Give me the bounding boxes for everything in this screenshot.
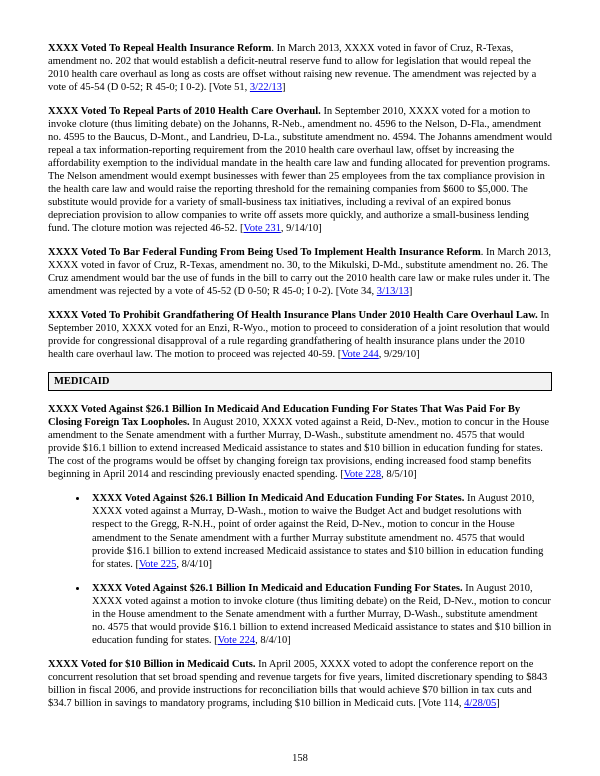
vote-link[interactable]: Vote 244 <box>341 349 379 361</box>
paragraph-body-text: In September 2010, XXXX voted for a motion to invoke cloture (thus limiting debate) on the Johanns, R-Neb., amendment no. 4596 to the Nelson, D-Fla., amendment no. 4595 to the Baucus, D-Mont., and Landrieu, D-La., substitute amendment no. 4594. The Johanns amendment would repeal a tax information-reporting requirement from the 2010 health care overhaul law, offset by increasing the affordability exemption to the individual mandate in the health care law and funding allocated for prevention programs. The Nelson amendment would exempt businesses with fewer than 25 employees from the tax compliance provision in the health care law and would raise the reporting threshold for the remaining companies from $600 to $5,000. The substitute would provide for a variety of small-business tax initiatives, including a revival of an expired bonus depreciation provision to allow companies to write off assets more quickly, and authorize a small-business lending fund. The cloture motion was rejected 46-52. [ <box>48 106 553 235</box>
page-number: 158 <box>292 752 308 764</box>
paragraph-body-text: , 8/4/10] <box>176 558 212 570</box>
bullet-list <box>48 492 552 646</box>
paragraph-body-text: In August 2010, XXXX voted against a motion to invoke cloture (thus limiting debate) on the Reid, D-Nev., motion to concur in the House amendment to the Senate amendment with a further Murray, D-Wash., substitute amendment no. 4575 that would provide $16.1 billion to extend increased Medicaid assistance to states and $10 billion in education funding for states. [ <box>92 582 552 646</box>
vote-link[interactable]: Vote 228 <box>343 469 382 481</box>
bullet-against-26-billion-waive-budget-act <box>88 492 552 570</box>
vote-link[interactable]: Vote 231 <box>243 223 281 235</box>
vote-link[interactable]: Vote 225 <box>138 558 177 570</box>
paragraph-bar-federal-funding <box>48 246 552 298</box>
paragraph-title-text: XXXX Voted To Repeal Health Insurance Reform <box>48 43 272 54</box>
paragraph-title-text: XXXX Voted Against $26.1 Billion In Medicaid And Education Funding For States That Was Paid For By Closing Foreign Tax Loopholes. <box>48 404 521 429</box>
paragraph-body-text: ] <box>496 697 500 709</box>
paragraph-body-text: , 9/14/10] <box>280 223 322 235</box>
paragraph-body-text: In April 2005, XXXX voted to adopt the conference report on the concurrent resolution that set broad spending and revenue targets for five years, limited discretionary spending to $843 billion in fiscal 2006, and provide instructions for reconciliation bills that would achieve $70 billion in tax cuts and $34.7 billion in savings to mandatory programs, including $10 billion in Medicaid cuts. [Vote 114, <box>48 658 548 709</box>
paragraph-body-text: In September 2010, XXXX voted for an Enzi, R-Wyo., motion to proceed to consideration of a joint resolution that would provide for congressional disapproval of a rule regarding grandfathering of health insurance plans under the 2010 health care overhaul law. The motion to proceed was rejected 40-59. [ <box>48 310 550 361</box>
vote-link[interactable]: Vote 224 <box>217 634 256 646</box>
paragraph-against-26-billion-foreign-loopholes <box>48 403 552 481</box>
paragraph-repeal-health-insurance-reform <box>48 42 552 94</box>
vote-link[interactable]: 3/22/13 <box>249 82 282 94</box>
paragraph-body-text: , 8/5/10] <box>381 469 417 481</box>
section-header-medicaid <box>48 372 552 391</box>
paragraph-title-text: XXXX Voted for $10 Billion in Medicaid Cuts. <box>48 658 256 670</box>
paragraph-body-text: ] <box>282 82 286 94</box>
paragraph-10-billion-medicaid-cuts <box>48 658 552 710</box>
paragraph-body-text: . In March 2013, XXXX voted in favor of Cruz, R-Texas, amendment no. 30, to the Mikulski, D-Md., substitute amendment no. 26. The Cruz amendment would bar the use of funds in the bill to carry out the 2010 health care law or make rules under it. The amendment was rejected by a vote of 45-52 (D 0-50; R 45-0; I 0-2). [Vote 34, <box>48 247 552 298</box>
paragraph-repeal-parts-2010-overhaul <box>48 105 552 235</box>
vote-link[interactable]: 4/28/05 <box>464 697 497 709</box>
paragraph-title-text: XXXX Voted Against $26.1 Billion In Medicaid And Education Funding For States. <box>92 493 465 505</box>
paragraph-prohibit-grandfathering <box>48 309 552 361</box>
paragraph-body-text: , 9/29/10] <box>378 349 420 361</box>
section-header-label: MEDICAID <box>54 376 110 388</box>
paragraph-body-text: , 8/4/10] <box>255 634 291 646</box>
paragraph-body-text: ] <box>408 286 413 298</box>
bullet-against-26-billion-invoke-cloture <box>88 582 552 647</box>
paragraph-title-text: XXXX Voted Against $26.1 Billion In Medicaid and Education Funding For States. <box>92 582 463 594</box>
paragraph-title-text: XXXX Voted To Bar Federal Funding From Being Used To Implement Health Insurance Reform <box>48 247 481 259</box>
paragraph-title-text: XXXX Voted To Prohibit Grandfathering Of Health Insurance Plans Under 2010 Health Care Overhaul Law. <box>48 310 538 322</box>
paragraph-body-text: . In March 2013, XXXX voted in favor of Cruz, R-Texas, amendment no. 202 that would establish a deficit-neutral reserve fund to allow for legislation that would repeal the 2010 health care overhaul as long as costs are offset without raising new revenue. The amendment was rejected by a vote of 45-54 (D 0-52; R 45-0; I 0-2). [Vote 51, <box>48 43 537 94</box>
vote-link[interactable]: 3/13/13 <box>376 286 409 298</box>
paragraph-body-text: In August 2010, XXXX voted against a Murray, D-Wash., motion to waive the Budget Act and budget resolutions with respect to the Gregg, R-N.H., point of order against the Reid, D-Nev., motion to concur in the House amendment to the Senate amendment with a further Murray substitute amendment no. 4575 that would provide $16.1 billion to extend increased Medicaid assistance to states and $10 billion in education funding for states. [ <box>92 493 544 570</box>
paragraph-body-text: In August 2010, XXXX voted against a Reid, D-Nev., motion to concur in the House amendment to the Senate amendment with a further Murray, D-Wash., substitute amendment no. 4575 that would provide $16.1 billion to extend increased Medicaid assistance to states and $10 billion in education funding for states. The cost of the programs would be offset by changing foreign tax provisions, ending increased food stamp benefits beginning in April 2014 and rescinding previously enacted spending. [ <box>48 417 550 481</box>
paragraph-title-text: XXXX Voted To Repeal Parts of 2010 Health Care Overhaul. <box>48 106 321 118</box>
